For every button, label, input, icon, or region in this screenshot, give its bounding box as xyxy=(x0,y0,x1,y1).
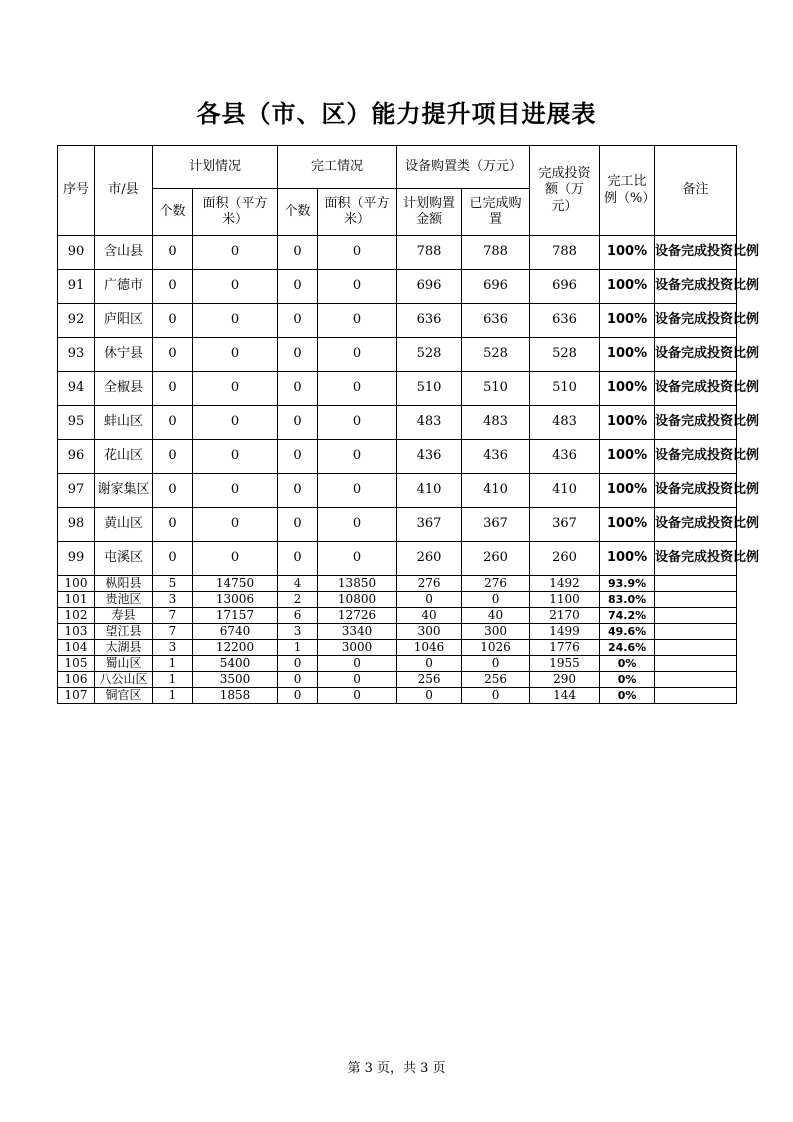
cell-done-area: 0 xyxy=(318,542,397,576)
cell-done-count: 4 xyxy=(278,576,318,592)
header-done-count: 个数 xyxy=(278,189,318,236)
header-ratio: 完工比例（%） xyxy=(600,146,655,236)
cell-seq: 102 xyxy=(58,608,95,624)
cell-seq: 107 xyxy=(58,688,95,704)
header-plan-count: 个数 xyxy=(153,189,193,236)
cell-plan-amount: 510 xyxy=(397,372,462,406)
cell-ratio: 100% xyxy=(600,270,655,304)
cell-invest: 436 xyxy=(530,440,600,474)
cell-invest: 788 xyxy=(530,236,600,270)
cell-plan-area: 3500 xyxy=(193,672,278,688)
cell-plan-amount: 788 xyxy=(397,236,462,270)
cell-plan-count: 0 xyxy=(153,338,193,372)
cell-plan-amount: 260 xyxy=(397,542,462,576)
cell-plan-count: 0 xyxy=(153,236,193,270)
cell-done-count: 0 xyxy=(278,304,318,338)
cell-plan-amount: 696 xyxy=(397,270,462,304)
cell-done-area: 10800 xyxy=(318,592,397,608)
cell-done-area: 0 xyxy=(318,688,397,704)
cell-invest: 1499 xyxy=(530,624,600,640)
cell-plan-area: 12200 xyxy=(193,640,278,656)
cell-note xyxy=(655,688,737,704)
cell-plan-amount: 636 xyxy=(397,304,462,338)
cell-seq: 106 xyxy=(58,672,95,688)
cell-done-amount: 256 xyxy=(462,672,530,688)
cell-done-count: 6 xyxy=(278,608,318,624)
cell-plan-area: 0 xyxy=(193,236,278,270)
cell-seq: 93 xyxy=(58,338,95,372)
cell-plan-area: 17157 xyxy=(193,608,278,624)
cell-note: 设备完成投资比例 xyxy=(655,542,737,576)
table-row xyxy=(58,624,737,640)
table-row xyxy=(58,608,737,624)
cell-done-amount: 483 xyxy=(462,406,530,440)
cell-note xyxy=(655,592,737,608)
cell-ratio: 74.2% xyxy=(600,608,655,624)
cell-plan-count: 1 xyxy=(153,672,193,688)
table-row xyxy=(58,672,737,688)
cell-done-amount: 510 xyxy=(462,372,530,406)
cell-invest: 2170 xyxy=(530,608,600,624)
cell-done-amount: 367 xyxy=(462,508,530,542)
cell-invest: 144 xyxy=(530,688,600,704)
cell-plan-amount: 40 xyxy=(397,608,462,624)
cell-seq: 99 xyxy=(58,542,95,576)
cell-plan-amount: 436 xyxy=(397,440,462,474)
cell-done-area: 0 xyxy=(318,270,397,304)
cell-done-count: 3 xyxy=(278,624,318,640)
cell-county: 全椒县 xyxy=(95,372,153,406)
cell-ratio: 24.6% xyxy=(600,640,655,656)
header-row-1 xyxy=(58,146,737,189)
cell-done-count: 0 xyxy=(278,474,318,508)
cell-note xyxy=(655,640,737,656)
cell-invest: 410 xyxy=(530,474,600,508)
table-row xyxy=(58,640,737,656)
cell-plan-area: 0 xyxy=(193,372,278,406)
cell-invest: 696 xyxy=(530,270,600,304)
cell-done-area: 0 xyxy=(318,474,397,508)
cell-plan-count: 1 xyxy=(153,656,193,672)
cell-plan-count: 1 xyxy=(153,688,193,704)
cell-done-area: 0 xyxy=(318,372,397,406)
cell-plan-amount: 410 xyxy=(397,474,462,508)
table-body xyxy=(58,236,760,704)
header-plan: 计划情况 xyxy=(153,146,278,189)
cell-county: 太湖县 xyxy=(95,640,153,656)
cell-invest: 1955 xyxy=(530,656,600,672)
cell-done-count: 0 xyxy=(278,440,318,474)
cell-plan-amount: 0 xyxy=(397,688,462,704)
cell-note xyxy=(655,656,737,672)
cell-ratio: 0% xyxy=(600,688,655,704)
cell-done-count: 1 xyxy=(278,640,318,656)
cell-done-area: 0 xyxy=(318,236,397,270)
header-done: 完工情况 xyxy=(278,146,397,189)
cell-invest: 1776 xyxy=(530,640,600,656)
cell-plan-count: 5 xyxy=(153,576,193,592)
cell-plan-count: 0 xyxy=(153,270,193,304)
header-seq: 序号 xyxy=(58,146,95,236)
cell-plan-area: 1858 xyxy=(193,688,278,704)
cell-ratio: 0% xyxy=(600,656,655,672)
cell-seq: 100 xyxy=(58,576,95,592)
cell-plan-amount: 276 xyxy=(397,576,462,592)
cell-plan-area: 0 xyxy=(193,542,278,576)
cell-plan-area: 0 xyxy=(193,304,278,338)
cell-plan-amount: 528 xyxy=(397,338,462,372)
cell-seq: 98 xyxy=(58,508,95,542)
cell-done-area: 0 xyxy=(318,508,397,542)
cell-ratio: 100% xyxy=(600,542,655,576)
cell-plan-area: 6740 xyxy=(193,624,278,640)
cell-done-amount: 260 xyxy=(462,542,530,576)
cell-invest: 1492 xyxy=(530,576,600,592)
cell-plan-amount: 256 xyxy=(397,672,462,688)
cell-county: 枞阳县 xyxy=(95,576,153,592)
progress-table xyxy=(57,145,760,704)
cell-seq: 92 xyxy=(58,304,95,338)
cell-ratio: 100% xyxy=(600,372,655,406)
cell-done-amount: 1026 xyxy=(462,640,530,656)
cell-county: 贵池区 xyxy=(95,592,153,608)
cell-plan-amount: 367 xyxy=(397,508,462,542)
cell-plan-area: 0 xyxy=(193,338,278,372)
cell-note: 设备完成投资比例 xyxy=(655,406,737,440)
table-row xyxy=(58,270,737,304)
cell-done-count: 0 xyxy=(278,672,318,688)
cell-invest: 636 xyxy=(530,304,600,338)
cell-done-count: 0 xyxy=(278,406,318,440)
page-title: 各县（市、区）能力提升项目进展表 xyxy=(196,99,597,128)
header-equip: 设备购置类（万元） xyxy=(397,146,530,189)
table-row xyxy=(58,372,737,406)
cell-plan-count: 7 xyxy=(153,608,193,624)
cell-done-area: 0 xyxy=(318,656,397,672)
cell-county: 庐阳区 xyxy=(95,304,153,338)
cell-done-count: 2 xyxy=(278,592,318,608)
cell-done-count: 0 xyxy=(278,372,318,406)
cell-done-count: 0 xyxy=(278,508,318,542)
cell-done-amount: 410 xyxy=(462,474,530,508)
cell-plan-amount: 1046 xyxy=(397,640,462,656)
cell-seq: 104 xyxy=(58,640,95,656)
cell-county: 含山县 xyxy=(95,236,153,270)
cell-seq: 101 xyxy=(58,592,95,608)
table-row xyxy=(58,656,737,672)
table-row xyxy=(58,508,737,542)
cell-note xyxy=(655,576,737,592)
page-footer: 第 3 页，共 3 页 xyxy=(347,1061,446,1076)
cell-done-amount: 276 xyxy=(462,576,530,592)
header-invest: 完成投资额（万元） xyxy=(530,146,600,236)
cell-note: 设备完成投资比例 xyxy=(655,338,737,372)
header-done-area: 面积（平方米） xyxy=(318,189,397,236)
cell-done-area: 3000 xyxy=(318,640,397,656)
cell-plan-amount: 483 xyxy=(397,406,462,440)
table-row xyxy=(58,406,737,440)
cell-ratio: 0% xyxy=(600,672,655,688)
cell-note: 设备完成投资比例 xyxy=(655,372,737,406)
cell-done-amount: 300 xyxy=(462,624,530,640)
cell-county: 谢家集区 xyxy=(95,474,153,508)
cell-note: 设备完成投资比例 xyxy=(655,440,737,474)
cell-plan-area: 0 xyxy=(193,406,278,440)
cell-ratio: 49.6% xyxy=(600,624,655,640)
cell-done-count: 0 xyxy=(278,270,318,304)
cell-invest: 1100 xyxy=(530,592,600,608)
table-row xyxy=(58,542,737,576)
cell-done-amount: 0 xyxy=(462,656,530,672)
cell-seq: 95 xyxy=(58,406,95,440)
header-plan-area: 面积（平方米） xyxy=(193,189,278,236)
cell-county: 寿县 xyxy=(95,608,153,624)
cell-note: 设备完成投资比例 xyxy=(655,474,737,508)
cell-county: 黄山区 xyxy=(95,508,153,542)
cell-note: 设备完成投资比例 xyxy=(655,508,737,542)
cell-ratio: 100% xyxy=(600,304,655,338)
cell-county: 蜀山区 xyxy=(95,656,153,672)
cell-county: 铜官区 xyxy=(95,688,153,704)
cell-done-count: 0 xyxy=(278,656,318,672)
cell-done-area: 0 xyxy=(318,406,397,440)
header-done-amount: 已完成购置 xyxy=(462,189,530,236)
cell-seq: 91 xyxy=(58,270,95,304)
cell-done-count: 0 xyxy=(278,688,318,704)
cell-plan-count: 3 xyxy=(153,640,193,656)
cell-done-amount: 636 xyxy=(462,304,530,338)
cell-county: 广德市 xyxy=(95,270,153,304)
cell-done-amount: 528 xyxy=(462,338,530,372)
cell-done-area: 0 xyxy=(318,672,397,688)
cell-invest: 290 xyxy=(530,672,600,688)
cell-plan-area: 0 xyxy=(193,440,278,474)
cell-ratio: 100% xyxy=(600,440,655,474)
cell-done-area: 13850 xyxy=(318,576,397,592)
table-row xyxy=(58,440,737,474)
cell-done-amount: 788 xyxy=(462,236,530,270)
cell-county: 屯溪区 xyxy=(95,542,153,576)
table-row xyxy=(58,474,737,508)
cell-note: 设备完成投资比例 xyxy=(655,270,737,304)
cell-note: 设备完成投资比例 xyxy=(655,236,737,270)
cell-invest: 528 xyxy=(530,338,600,372)
cell-plan-area: 13006 xyxy=(193,592,278,608)
cell-plan-count: 0 xyxy=(153,406,193,440)
cell-plan-amount: 300 xyxy=(397,624,462,640)
cell-ratio: 100% xyxy=(600,474,655,508)
table-row xyxy=(58,236,737,270)
cell-note: 设备完成投资比例 xyxy=(655,304,737,338)
cell-county: 八公山区 xyxy=(95,672,153,688)
cell-plan-amount: 0 xyxy=(397,656,462,672)
cell-done-amount: 696 xyxy=(462,270,530,304)
cell-plan-count: 3 xyxy=(153,592,193,608)
cell-done-area: 0 xyxy=(318,440,397,474)
cell-done-area: 3340 xyxy=(318,624,397,640)
cell-plan-count: 0 xyxy=(153,542,193,576)
cell-plan-count: 0 xyxy=(153,440,193,474)
cell-ratio: 83.0% xyxy=(600,592,655,608)
cell-invest: 510 xyxy=(530,372,600,406)
cell-county: 望江县 xyxy=(95,624,153,640)
cell-plan-area: 0 xyxy=(193,508,278,542)
cell-seq: 90 xyxy=(58,236,95,270)
cell-done-amount: 0 xyxy=(462,592,530,608)
cell-done-amount: 40 xyxy=(462,608,530,624)
table-row xyxy=(58,576,737,592)
cell-plan-area: 5400 xyxy=(193,656,278,672)
cell-invest: 483 xyxy=(530,406,600,440)
cell-note xyxy=(655,672,737,688)
cell-done-count: 0 xyxy=(278,236,318,270)
cell-done-amount: 0 xyxy=(462,688,530,704)
cell-note xyxy=(655,624,737,640)
cell-done-count: 0 xyxy=(278,542,318,576)
cell-plan-area: 0 xyxy=(193,270,278,304)
cell-seq: 105 xyxy=(58,656,95,672)
cell-seq: 103 xyxy=(58,624,95,640)
cell-ratio: 100% xyxy=(600,236,655,270)
cell-plan-count: 0 xyxy=(153,508,193,542)
cell-done-amount: 436 xyxy=(462,440,530,474)
cell-done-area: 0 xyxy=(318,338,397,372)
cell-plan-area: 0 xyxy=(193,474,278,508)
cell-plan-count: 0 xyxy=(153,474,193,508)
cell-done-area: 12726 xyxy=(318,608,397,624)
cell-done-area: 0 xyxy=(318,304,397,338)
cell-invest: 260 xyxy=(530,542,600,576)
cell-seq: 94 xyxy=(58,372,95,406)
cell-seq: 96 xyxy=(58,440,95,474)
table-row xyxy=(58,338,737,372)
cell-ratio: 93.9% xyxy=(600,576,655,592)
table-row xyxy=(58,304,737,338)
cell-plan-amount: 0 xyxy=(397,592,462,608)
header-county: 市/县 xyxy=(95,146,153,236)
cell-invest: 367 xyxy=(530,508,600,542)
cell-ratio: 100% xyxy=(600,508,655,542)
table-row xyxy=(58,688,737,704)
header-plan-amount: 计划购置金额 xyxy=(397,189,462,236)
cell-plan-count: 0 xyxy=(153,304,193,338)
cell-seq: 97 xyxy=(58,474,95,508)
cell-ratio: 100% xyxy=(600,406,655,440)
table-row xyxy=(58,592,737,608)
cell-note xyxy=(655,608,737,624)
cell-county: 蚌山区 xyxy=(95,406,153,440)
header-note: 备注 xyxy=(655,146,737,236)
cell-done-count: 0 xyxy=(278,338,318,372)
cell-plan-count: 0 xyxy=(153,372,193,406)
cell-county: 花山区 xyxy=(95,440,153,474)
cell-county: 休宁县 xyxy=(95,338,153,372)
cell-ratio: 100% xyxy=(600,338,655,372)
cell-plan-area: 14750 xyxy=(193,576,278,592)
cell-plan-count: 7 xyxy=(153,624,193,640)
